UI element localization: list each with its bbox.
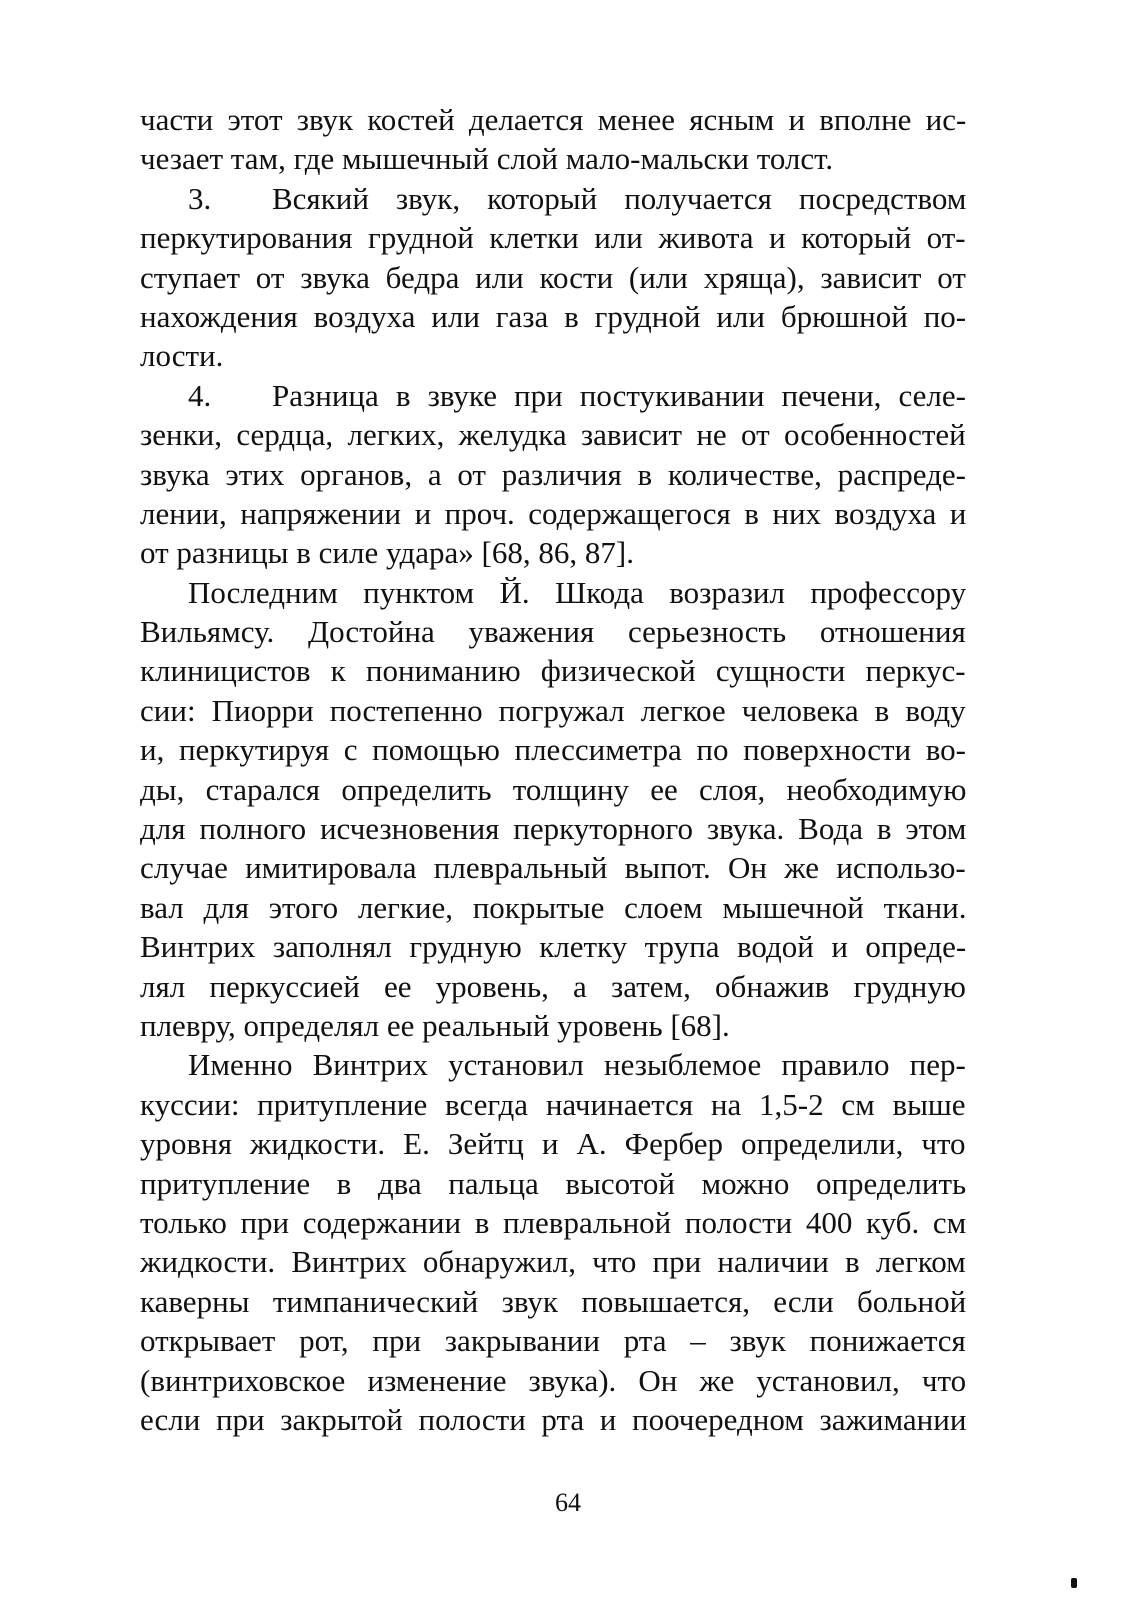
line-text: каверны тимпанический звук повышается, если больной bbox=[140, 1283, 966, 1319]
page-number: 64 bbox=[555, 1488, 581, 1517]
text-line bbox=[140, 888, 966, 927]
line-text: перкутирования грудной клетки или живота и который от- bbox=[140, 220, 966, 256]
line-text: части этот звук костей делается менее ясным и вполне ис- bbox=[140, 102, 966, 137]
text-line bbox=[140, 533, 966, 572]
line-text: вал для этого легкие, покрытые слоем мышечной ткани. bbox=[140, 889, 966, 925]
text-line bbox=[140, 179, 966, 218]
text-line bbox=[140, 1006, 966, 1045]
text-line bbox=[140, 258, 966, 297]
text-line bbox=[140, 455, 966, 494]
line-text: лости. bbox=[140, 338, 224, 374]
line-text: Всякий звук, который получается посредством bbox=[272, 180, 966, 216]
text-line bbox=[140, 691, 966, 730]
line-text: нахождения воздуха или газа в грудной или брюшной по- bbox=[140, 298, 966, 334]
text-line bbox=[140, 1321, 966, 1360]
line-text: случае имитировала плевральный выпот. Он же использо- bbox=[140, 850, 966, 886]
line-text: ступает от звука бедра или кости (или хряща), зависит от bbox=[140, 259, 966, 295]
text-line bbox=[140, 297, 966, 336]
line-text: от разницы в силе удара» [68, 86, 87]. bbox=[140, 535, 634, 571]
text-line bbox=[140, 376, 966, 415]
text-line bbox=[140, 573, 966, 612]
line-text: (винтриховское изменение звука). Он же установил, что bbox=[140, 1362, 966, 1398]
text-line bbox=[140, 770, 966, 809]
text-line bbox=[140, 730, 966, 769]
line-text: клиницистов к пониманию физической сущности перкус- bbox=[140, 653, 966, 689]
list-number: 3. bbox=[188, 180, 212, 216]
text-line bbox=[140, 1203, 966, 1242]
line-text: если при закрытой полости рта и поочередном зажимании bbox=[140, 1401, 966, 1437]
text-line bbox=[140, 967, 966, 1006]
line-text: Последним пунктом Й. Шкода возразил профессору bbox=[188, 574, 966, 610]
scan-speck bbox=[1071, 1578, 1077, 1588]
line-text: ды, старался определить толщину ее слоя, необходимую bbox=[140, 771, 966, 807]
text-line bbox=[140, 651, 966, 690]
line-text: звука этих органов, а от различия в количестве, распреде- bbox=[140, 456, 966, 492]
line-text: только при содержании в плевральной полости 400 куб. см bbox=[140, 1204, 966, 1240]
text-line bbox=[140, 848, 966, 887]
line-text: открывает рот, при закрывании рта – звук понижается bbox=[140, 1323, 966, 1359]
text-line bbox=[140, 1400, 966, 1439]
line-text: уровня жидкости. Е. Зейтц и А. Фербер определили, что bbox=[140, 1126, 966, 1162]
list-number: 4. bbox=[188, 377, 212, 413]
text-line bbox=[140, 100, 966, 139]
text-line bbox=[140, 1085, 966, 1124]
text-line bbox=[140, 336, 966, 375]
line-text: сии: Пиорри постепенно погружал легкое человека в воду bbox=[140, 692, 966, 728]
text-line bbox=[140, 1361, 966, 1400]
text-line bbox=[140, 494, 966, 533]
line-text: зенки, сердца, легких, желудка зависит не от особенностей bbox=[140, 417, 966, 453]
text-line bbox=[140, 218, 966, 257]
text-line bbox=[140, 1282, 966, 1321]
text-line bbox=[140, 1164, 966, 1203]
line-text: лял перкуссией ее уровень, а затем, обнажив грудную bbox=[140, 968, 966, 1004]
line-text: и, перкутируя с помощью плессиметра по поверхности во- bbox=[140, 732, 966, 768]
line-text: Именно Винтрих установил незыблемое правило пер- bbox=[188, 1047, 966, 1083]
text-line bbox=[140, 612, 966, 651]
text-line bbox=[140, 1124, 966, 1163]
line-text: чезает там, где мышечный слой мало-мальски толст. bbox=[140, 141, 834, 177]
text-line bbox=[140, 139, 966, 178]
line-text: лении, напряжении и проч. содержащегося в них воздуха и bbox=[140, 495, 966, 531]
line-text: Винтрих заполнял грудную клетку трупа водой и опреде- bbox=[140, 929, 966, 965]
line-text: жидкости. Винтрих обнаружил, что при наличии в легком bbox=[140, 1244, 966, 1280]
body-text bbox=[140, 100, 966, 1439]
text-line bbox=[140, 1242, 966, 1281]
line-text: плевру, определял ее реальный уровень [68]. bbox=[140, 1007, 730, 1043]
line-text: притупление в два пальца высотой можно определить bbox=[140, 1165, 966, 1201]
line-text: Вильямсу. Достойна уважения серьезность отношения bbox=[140, 614, 966, 650]
line-text: Разница в звуке при постукивании печени, селе- bbox=[272, 377, 966, 413]
text-line bbox=[140, 809, 966, 848]
text-line bbox=[140, 927, 966, 966]
line-text: куссии: притупление всегда начинается на 1,5-2 см выше bbox=[140, 1086, 966, 1122]
line-text: для полного исчезновения перкуторного звука. Вода в этом bbox=[140, 811, 966, 847]
text-line bbox=[140, 415, 966, 454]
text-line bbox=[140, 1045, 966, 1084]
